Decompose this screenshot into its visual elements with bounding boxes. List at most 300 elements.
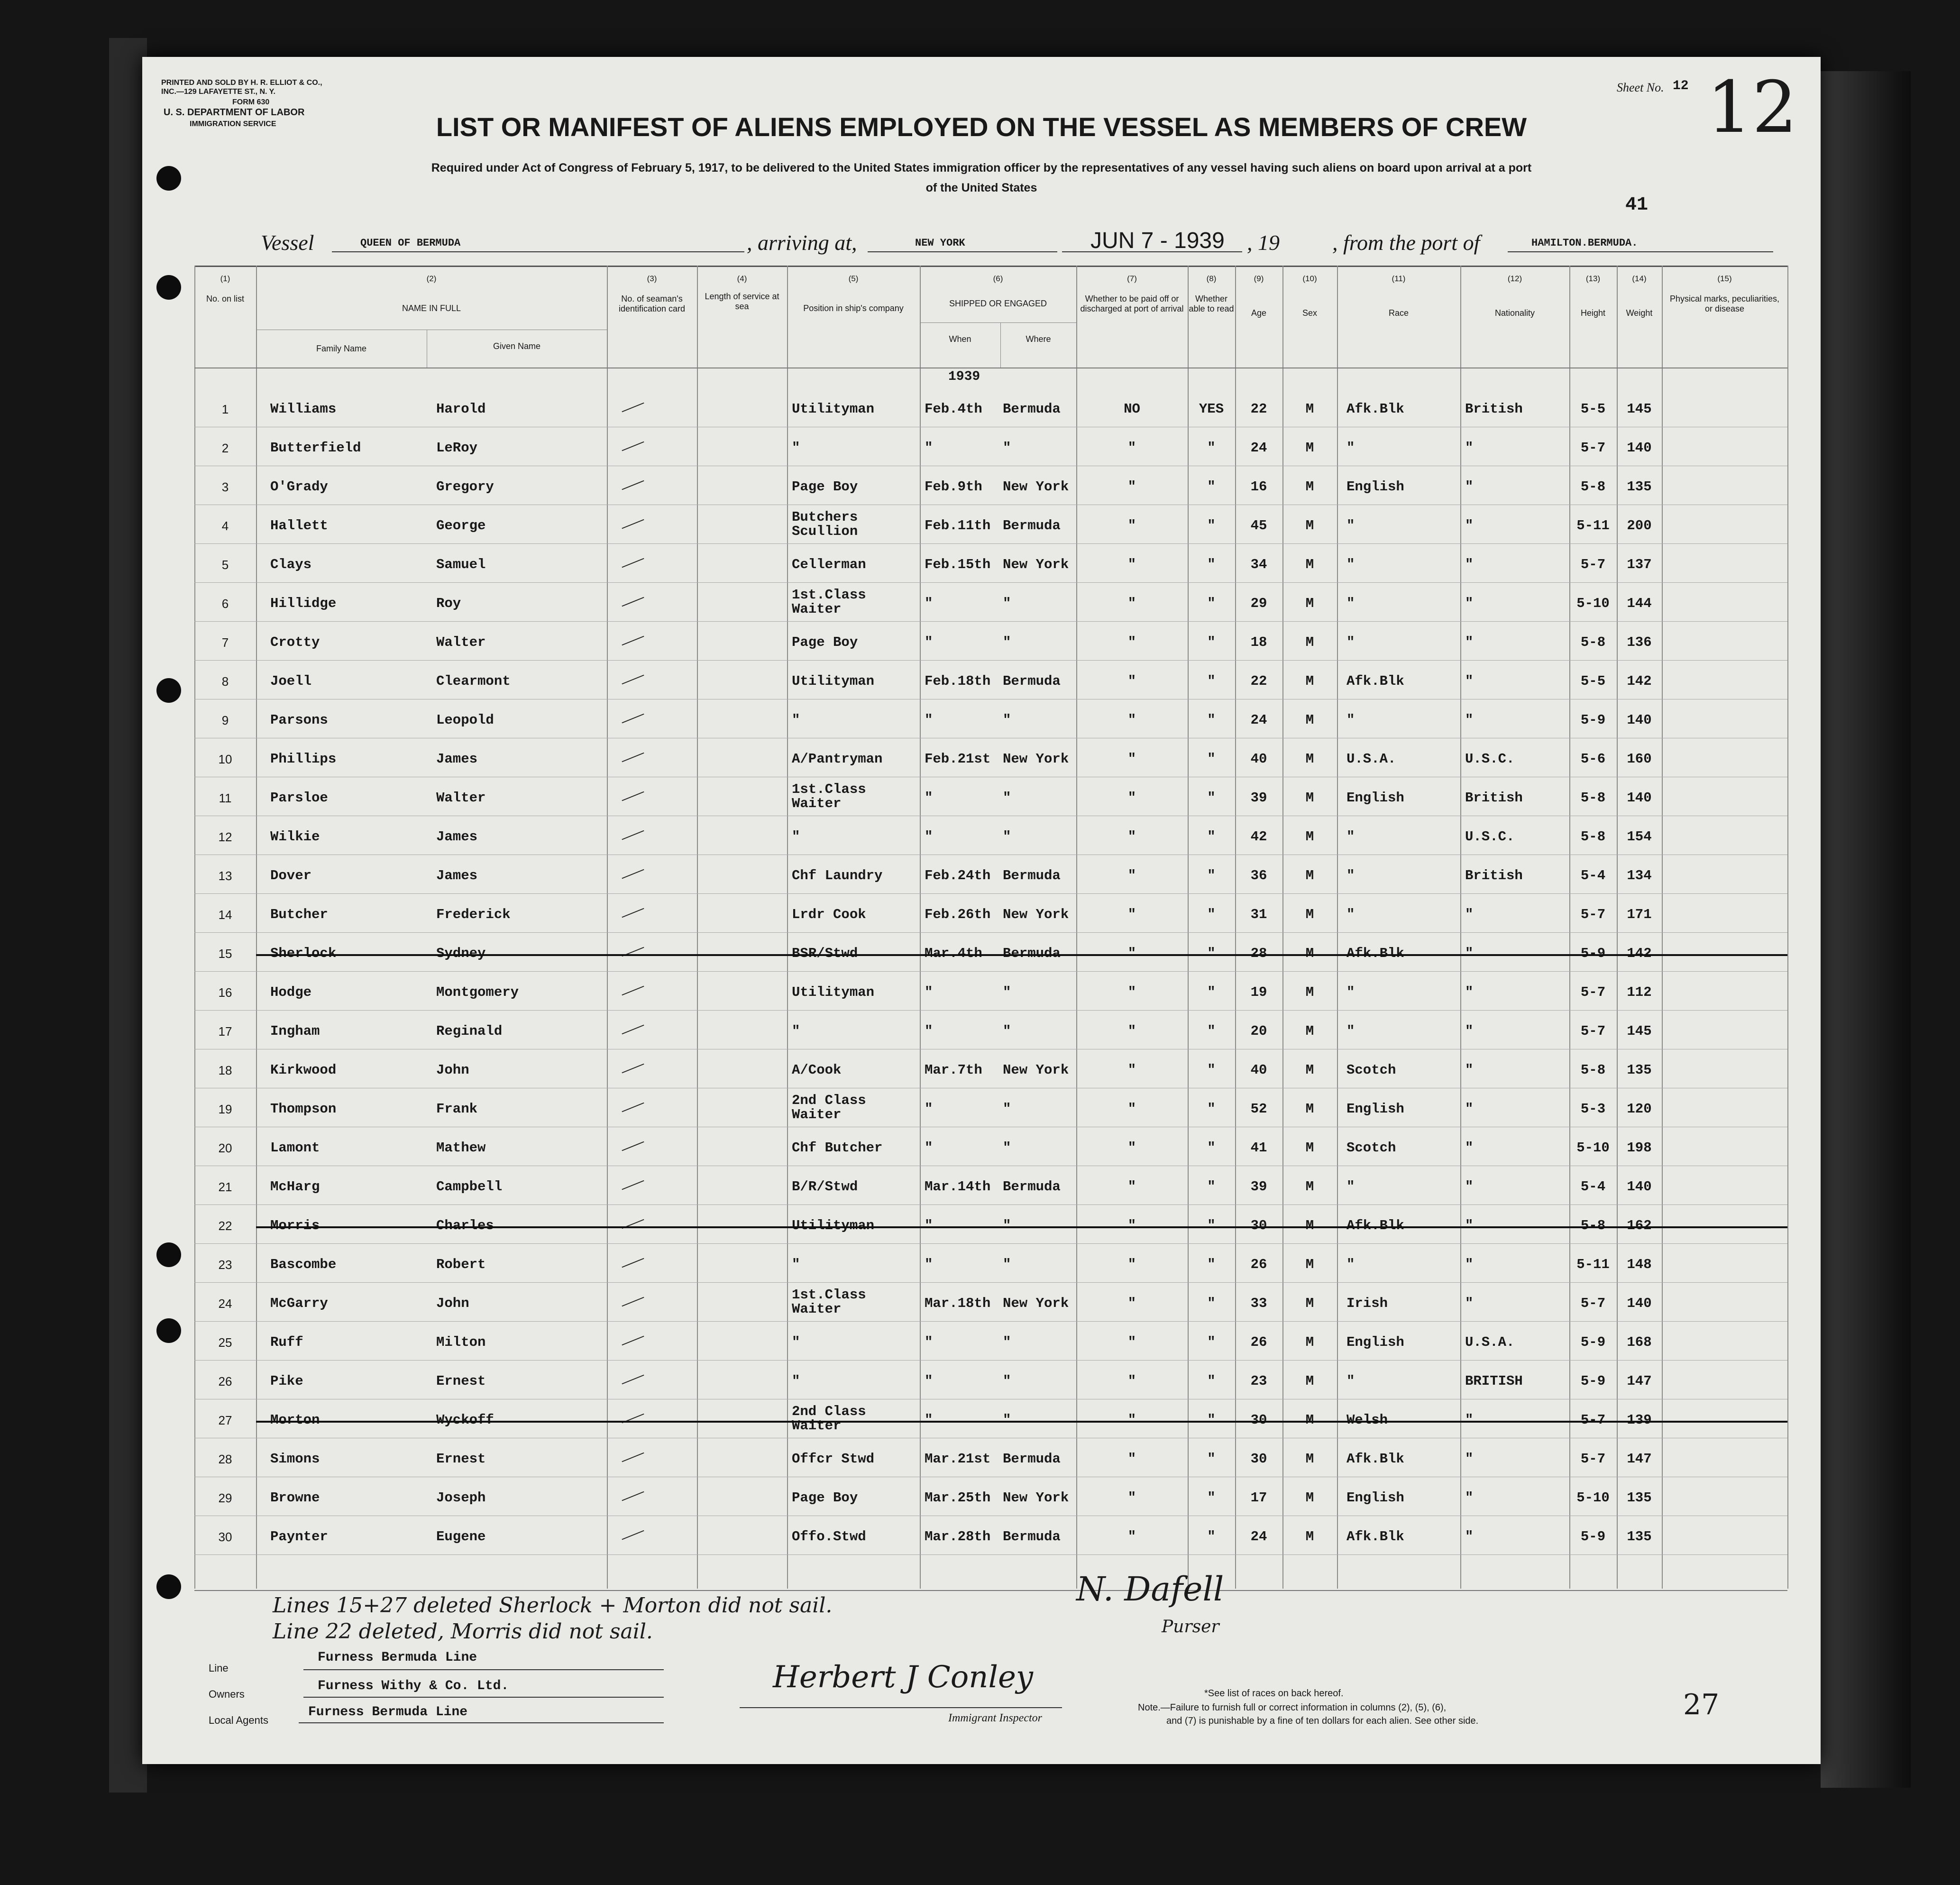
binder-edge [109, 38, 147, 1793]
sex: M [1305, 1179, 1314, 1195]
age: 52 [1250, 1101, 1267, 1117]
paid-off: " [1127, 946, 1136, 961]
arriving-port: NEW YORK [915, 237, 965, 249]
height: 5-8 [1580, 790, 1606, 806]
deletion-note-1: Lines 15+27 deleted Sherlock + Morton did not sail. [273, 1593, 833, 1618]
shipped-where: " [1003, 1257, 1011, 1272]
position: " [792, 440, 800, 456]
age: 41 [1250, 1140, 1267, 1156]
shipped-where: " [1003, 1023, 1011, 1039]
height: 5-7 [1580, 1296, 1606, 1311]
nationality: " [1465, 1529, 1474, 1545]
paid-off: " [1127, 1179, 1136, 1195]
position: 1st.Class Waiter [792, 587, 866, 617]
height: 5-8 [1580, 479, 1606, 495]
agents-label: Local Agents [209, 1714, 268, 1726]
family-name: Phillips [270, 751, 337, 767]
height: 5-9 [1580, 1373, 1606, 1389]
row-number: 4 [221, 519, 229, 533]
col-head-position: Position in ship's company [803, 303, 904, 313]
given-name: Harold [436, 401, 486, 417]
row-number: 11 [219, 791, 232, 805]
col-head-sex: Sex [1302, 308, 1318, 318]
age: 39 [1250, 1179, 1267, 1195]
row-number: 7 [221, 635, 229, 650]
paid-off: " [1127, 1140, 1136, 1156]
col-head-age: Age [1251, 308, 1267, 318]
agents-value: Furness Bermuda Line [308, 1705, 468, 1719]
family-name: Paynter [270, 1529, 328, 1545]
form-number: FORM 630 [232, 98, 270, 106]
paid-off: " [1127, 1296, 1136, 1311]
position: " [792, 712, 800, 728]
col-num-13: (13) [1585, 274, 1601, 283]
position: Utilityman [792, 673, 875, 689]
sex: M [1305, 518, 1314, 533]
age: 42 [1250, 829, 1267, 845]
subtitle-line2: of the United States [925, 181, 1037, 194]
height: 5-9 [1580, 1529, 1606, 1545]
able-to-read: " [1207, 946, 1216, 961]
paid-off: " [1127, 518, 1136, 533]
height: 5-9 [1580, 1334, 1606, 1350]
paid-off: " [1127, 634, 1136, 650]
able-to-read: " [1207, 1296, 1216, 1311]
row-number: 3 [221, 480, 229, 494]
able-to-read: " [1207, 1373, 1216, 1389]
paid-off: " [1127, 1062, 1136, 1078]
sex: M [1305, 1412, 1314, 1428]
subtitle-line1: Required under Act of Congress of February 5, 1917, to be delivered to the United States immigration officer by the representatives of any vessel having such aliens on board upon arrival at a port [431, 161, 1532, 175]
able-to-read: " [1207, 1179, 1216, 1195]
given-name: Joseph [436, 1490, 486, 1506]
page-title: LIST OR MANIFEST OF ALIENS EMPLOYED ON THE VESSEL AS MEMBERS OF CREW [436, 112, 1527, 142]
shipped-year: 1939 [948, 369, 980, 384]
shipped-where: New York [1003, 907, 1069, 922]
arrival-date-stamp: JUN 7 - 1939 [1090, 228, 1225, 253]
shipped-where: New York [1003, 751, 1069, 767]
sheet-label: Sheet No. [1617, 81, 1664, 94]
inspector-label: Immigrant Inspector [948, 1712, 1042, 1724]
sex: M [1305, 1373, 1314, 1389]
shipped-where: " [1003, 1140, 1011, 1156]
family-name: Bascombe [270, 1257, 337, 1272]
nationality: British [1465, 401, 1523, 417]
given-name: James [436, 829, 478, 845]
sex: M [1305, 1296, 1314, 1311]
shipped-where: " [1003, 712, 1011, 728]
shipped-when: " [925, 634, 933, 650]
able-to-read: YES [1199, 401, 1224, 417]
age: 22 [1250, 673, 1267, 689]
family-name: Parsons [270, 712, 328, 728]
position: " [792, 1334, 800, 1350]
nationality: " [1465, 1218, 1474, 1233]
age: 19 [1250, 984, 1267, 1000]
sex: M [1305, 829, 1314, 845]
shipped-where: " [1003, 790, 1011, 806]
line-label: Line [209, 1662, 229, 1674]
height: 5-11 [1576, 518, 1610, 533]
shipped-where: Bermuda [1003, 673, 1061, 689]
paid-off: " [1127, 1412, 1136, 1428]
weight: 140 [1627, 1179, 1652, 1195]
family-name: Browne [270, 1490, 320, 1506]
able-to-read: " [1207, 634, 1216, 650]
row-number: 29 [218, 1491, 232, 1505]
able-to-read: " [1207, 1218, 1216, 1233]
nationality: " [1465, 1451, 1474, 1467]
position: 2nd Class Waiter [792, 1093, 866, 1122]
row-number: 30 [218, 1530, 232, 1544]
paid-off: " [1127, 868, 1136, 883]
family-name: Ingham [270, 1023, 320, 1039]
shipped-where: " [1003, 1373, 1011, 1389]
nationality: British [1465, 868, 1523, 883]
row-number: 28 [218, 1452, 232, 1466]
given-name: Walter [436, 790, 486, 806]
row-number: 12 [218, 830, 232, 844]
weight: 134 [1627, 868, 1652, 883]
family-name: Sherlock [270, 946, 337, 961]
race: Irish [1346, 1296, 1388, 1311]
age: 22 [1250, 401, 1267, 417]
weight: 144 [1627, 596, 1652, 611]
sex: M [1305, 751, 1314, 767]
race: Afk.Blk [1346, 673, 1404, 689]
able-to-read: " [1207, 829, 1216, 845]
row-number: 27 [218, 1413, 232, 1427]
sex: M [1305, 984, 1314, 1000]
given-name: James [436, 868, 478, 883]
given-name: Frank [436, 1101, 478, 1117]
row-number: 5 [221, 558, 229, 572]
shipped-where: New York [1003, 479, 1069, 495]
sex: M [1305, 1101, 1314, 1117]
shipped-when: " [925, 1334, 933, 1350]
col-num-15: (15) [1717, 274, 1732, 283]
given-name: Ernest [436, 1373, 486, 1389]
nationality: " [1465, 1101, 1474, 1117]
printer-line: PRINTED AND SOLD BY H. R. ELLIOT & CO., INC.—129 LAFAYETTE ST., N. Y. [161, 79, 322, 96]
race: " [1346, 1257, 1355, 1272]
nationality: " [1465, 1023, 1474, 1039]
nationality: " [1465, 557, 1474, 572]
paid-off: " [1127, 1373, 1136, 1389]
weight: 171 [1627, 907, 1652, 922]
family-name: McHarg [270, 1179, 320, 1195]
height: 5-9 [1580, 712, 1606, 728]
able-to-read: " [1207, 518, 1216, 533]
age: 40 [1250, 751, 1267, 767]
col-num-4: (4) [737, 274, 747, 283]
shipped-when: Feb.4th [925, 401, 982, 417]
col-head-nationality: Nationality [1494, 308, 1535, 318]
able-to-read: " [1207, 1334, 1216, 1350]
age: 24 [1250, 1529, 1267, 1545]
position: B/R/Stwd [792, 1179, 858, 1195]
race: English [1346, 479, 1404, 495]
shipped-when: " [925, 1101, 933, 1117]
race: " [1346, 557, 1355, 572]
position: 1st.Class Waiter [792, 782, 866, 811]
given-name: Frederick [436, 907, 511, 922]
vessel-label: Vessel [261, 230, 314, 255]
family-name: Lamont [270, 1140, 320, 1156]
race: Afk.Blk [1346, 946, 1404, 961]
shipped-where: " [1003, 440, 1011, 456]
position: Page Boy [792, 634, 858, 650]
race: Afk.Blk [1346, 1218, 1404, 1233]
punch-hole-icon [156, 1318, 181, 1343]
sex: M [1305, 946, 1314, 961]
position: " [792, 1257, 800, 1272]
shipped-where: Bermuda [1003, 868, 1061, 883]
race: " [1346, 518, 1355, 533]
able-to-read: " [1207, 1257, 1216, 1272]
inspector-signature: Herbert J Conley [773, 1660, 1033, 1695]
position: Butchers Scullion [792, 509, 858, 539]
age: 26 [1250, 1257, 1267, 1272]
position: Page Boy [792, 1490, 858, 1506]
paid-off: " [1127, 1490, 1136, 1506]
height: 5-7 [1580, 907, 1606, 922]
shipped-where: Bermuda [1003, 1529, 1061, 1545]
row-number: 17 [218, 1024, 232, 1039]
crew-table [194, 266, 1787, 1591]
able-to-read: " [1207, 1101, 1216, 1117]
shipped-where: Bermuda [1003, 401, 1061, 417]
shipped-when: " [925, 1218, 933, 1233]
subhead-where: Where [1026, 334, 1051, 344]
given-name: John [436, 1296, 469, 1311]
shipped-when: Feb.11th [925, 518, 991, 533]
sex: M [1305, 1023, 1314, 1039]
nationality: U.S.C. [1465, 751, 1515, 767]
punch-hole-icon [156, 1242, 181, 1267]
weight: 147 [1627, 1451, 1652, 1467]
given-name: Sydney [436, 946, 486, 961]
weight: 120 [1627, 1101, 1652, 1117]
col-num-6: (6) [993, 274, 1003, 283]
sex: M [1305, 868, 1314, 883]
purser-title: Purser [1162, 1617, 1219, 1637]
paid-off: " [1127, 984, 1136, 1000]
sex: M [1305, 634, 1314, 650]
shipped-where: " [1003, 1218, 1011, 1233]
race: Scotch [1346, 1062, 1396, 1078]
able-to-read: " [1207, 479, 1216, 495]
weight: 140 [1627, 1296, 1652, 1311]
race: Scotch [1346, 1140, 1396, 1156]
penalty-note-2: and (7) is punishable by a fine of ten dollars for each alien. See other side. [1166, 1716, 1479, 1726]
shipped-when: Mar.7th [925, 1062, 982, 1078]
nationality: " [1465, 1490, 1474, 1506]
weight: 139 [1627, 1412, 1652, 1428]
race: Afk.Blk [1346, 1451, 1404, 1467]
paid-off: " [1127, 829, 1136, 845]
family-name: Joell [270, 673, 312, 689]
shipped-when: " [925, 596, 933, 611]
shipped-when: " [925, 1257, 933, 1272]
col-num-2: (2) [426, 274, 437, 283]
position: " [792, 1023, 800, 1039]
height: 5-10 [1576, 596, 1610, 611]
race: " [1346, 440, 1355, 456]
nationality: " [1465, 518, 1474, 533]
given-name: Eugene [436, 1529, 486, 1545]
sex: M [1305, 1062, 1314, 1078]
col-num-10: (10) [1302, 274, 1317, 283]
able-to-read: " [1207, 712, 1216, 728]
age: 28 [1250, 946, 1267, 961]
shipped-where: Bermuda [1003, 1451, 1061, 1467]
height: 5-4 [1580, 1179, 1606, 1195]
height: 5-7 [1580, 1412, 1606, 1428]
punch-hole-icon [156, 275, 181, 300]
race: " [1346, 829, 1355, 845]
family-name: O'Grady [270, 479, 328, 495]
sex: M [1305, 440, 1314, 456]
height: 5-7 [1580, 557, 1606, 572]
shipped-when: Mar.25th [925, 1490, 991, 1506]
row-number: 16 [218, 985, 232, 1000]
shipped-where: " [1003, 1101, 1011, 1117]
shipped-when: Feb.18th [925, 673, 991, 689]
height: 5-5 [1580, 673, 1606, 689]
row-number: 25 [218, 1335, 232, 1350]
position: A/Pantryman [792, 751, 883, 767]
row-number: 10 [218, 752, 232, 766]
weight: 148 [1627, 1257, 1652, 1272]
col-num-11: (11) [1392, 274, 1406, 283]
paid-off: " [1127, 1101, 1136, 1117]
sex: M [1305, 907, 1314, 922]
row-number: 1 [221, 402, 229, 416]
height: 5-8 [1580, 1218, 1606, 1233]
position: 1st.Class Waiter [792, 1287, 866, 1317]
nationality: BRITISH [1465, 1373, 1523, 1389]
corner-mark: 27 [1683, 1688, 1720, 1721]
age: 36 [1250, 868, 1267, 883]
vessel-name: QUEEN OF BERMUDA [360, 237, 461, 249]
family-name: Hodge [270, 984, 312, 1000]
nationality: " [1465, 596, 1474, 611]
sex: M [1305, 596, 1314, 611]
page-number: 41 [1625, 194, 1649, 216]
weight: 198 [1627, 1140, 1652, 1156]
family-name: Butterfield [270, 440, 361, 456]
owners-value: Furness Withy & Co. Ltd. [318, 1679, 509, 1693]
paid-off: " [1127, 1529, 1136, 1545]
position: 2nd Class Waiter [792, 1404, 866, 1434]
able-to-read: " [1207, 1412, 1216, 1428]
nationality: " [1465, 1257, 1474, 1272]
penalty-note-1: Note.—Failure to furnish full or correct information in columns (2), (5), (6), [1138, 1702, 1447, 1713]
shipped-when: Feb.9th [925, 479, 982, 495]
sex: M [1305, 557, 1314, 572]
page-stack-shadow [1821, 71, 1911, 1788]
race: " [1346, 868, 1355, 883]
deletion-strike-line [256, 1226, 1787, 1228]
col-num-7: (7) [1127, 274, 1137, 283]
row-number: 6 [221, 597, 229, 611]
height: 5-4 [1580, 868, 1606, 883]
able-to-read: " [1207, 1023, 1216, 1039]
col-head-no: No. on list [206, 294, 245, 303]
height: 5-10 [1576, 1490, 1610, 1506]
subhead-given-name: Given Name [493, 341, 541, 351]
position: Offcr Stwd [792, 1451, 875, 1467]
family-name: Parsloe [270, 790, 328, 806]
sex: M [1305, 712, 1314, 728]
race: " [1346, 596, 1355, 611]
col-head-name: NAME IN FULL [402, 303, 461, 313]
height: 5-10 [1576, 1140, 1610, 1156]
shipped-where: Bermuda [1003, 1179, 1061, 1195]
height: 5-8 [1580, 829, 1606, 845]
from-port-label: , from the port of [1332, 230, 1480, 255]
deletion-strike-line [256, 954, 1787, 956]
col-num-5: (5) [848, 274, 859, 283]
nationality: British [1465, 790, 1523, 806]
given-name: Robert [436, 1257, 486, 1272]
given-name: Wyckoff [436, 1412, 494, 1428]
shipped-where: Bermuda [1003, 946, 1061, 961]
age: 31 [1250, 907, 1267, 922]
height: 5-11 [1576, 1257, 1610, 1272]
weight: 135 [1627, 1529, 1652, 1545]
col-num-9: (9) [1254, 274, 1264, 283]
race: U.S.A. [1346, 751, 1396, 767]
age: 40 [1250, 1062, 1267, 1078]
family-name: Dover [270, 868, 312, 883]
paid-off: " [1127, 790, 1136, 806]
able-to-read: " [1207, 984, 1216, 1000]
paid-off: " [1127, 1023, 1136, 1039]
shipped-where: " [1003, 984, 1011, 1000]
position: Offo.Stwd [792, 1529, 866, 1545]
age: 24 [1250, 712, 1267, 728]
shipped-when: " [925, 829, 933, 845]
col-head-read: Whether able to read [1189, 294, 1234, 313]
shipped-when: Mar.28th [925, 1529, 991, 1545]
able-to-read: " [1207, 673, 1216, 689]
row-number: 14 [218, 908, 232, 922]
weight: 142 [1627, 673, 1652, 689]
shipped-when: Feb.21st [925, 751, 991, 767]
height: 5-7 [1580, 984, 1606, 1000]
given-name: Mathew [436, 1140, 486, 1156]
height: 5-5 [1580, 401, 1606, 417]
paid-off: " [1127, 1218, 1136, 1233]
shipped-when: " [925, 790, 933, 806]
able-to-read: " [1207, 1529, 1216, 1545]
shipped-when: " [925, 440, 933, 456]
paid-off: " [1127, 751, 1136, 767]
row-number: 9 [221, 713, 229, 727]
height: 5-7 [1580, 440, 1606, 456]
given-name: John [436, 1062, 469, 1078]
family-name: Clays [270, 557, 312, 572]
family-name: Ruff [270, 1334, 303, 1350]
col-head-weight: Weight [1626, 308, 1653, 318]
row-number: 13 [218, 869, 232, 883]
age: 16 [1250, 479, 1267, 495]
col-head-id-card: No. of seaman's identification card [618, 294, 686, 313]
weight: 140 [1627, 712, 1652, 728]
shipped-when: " [925, 712, 933, 728]
